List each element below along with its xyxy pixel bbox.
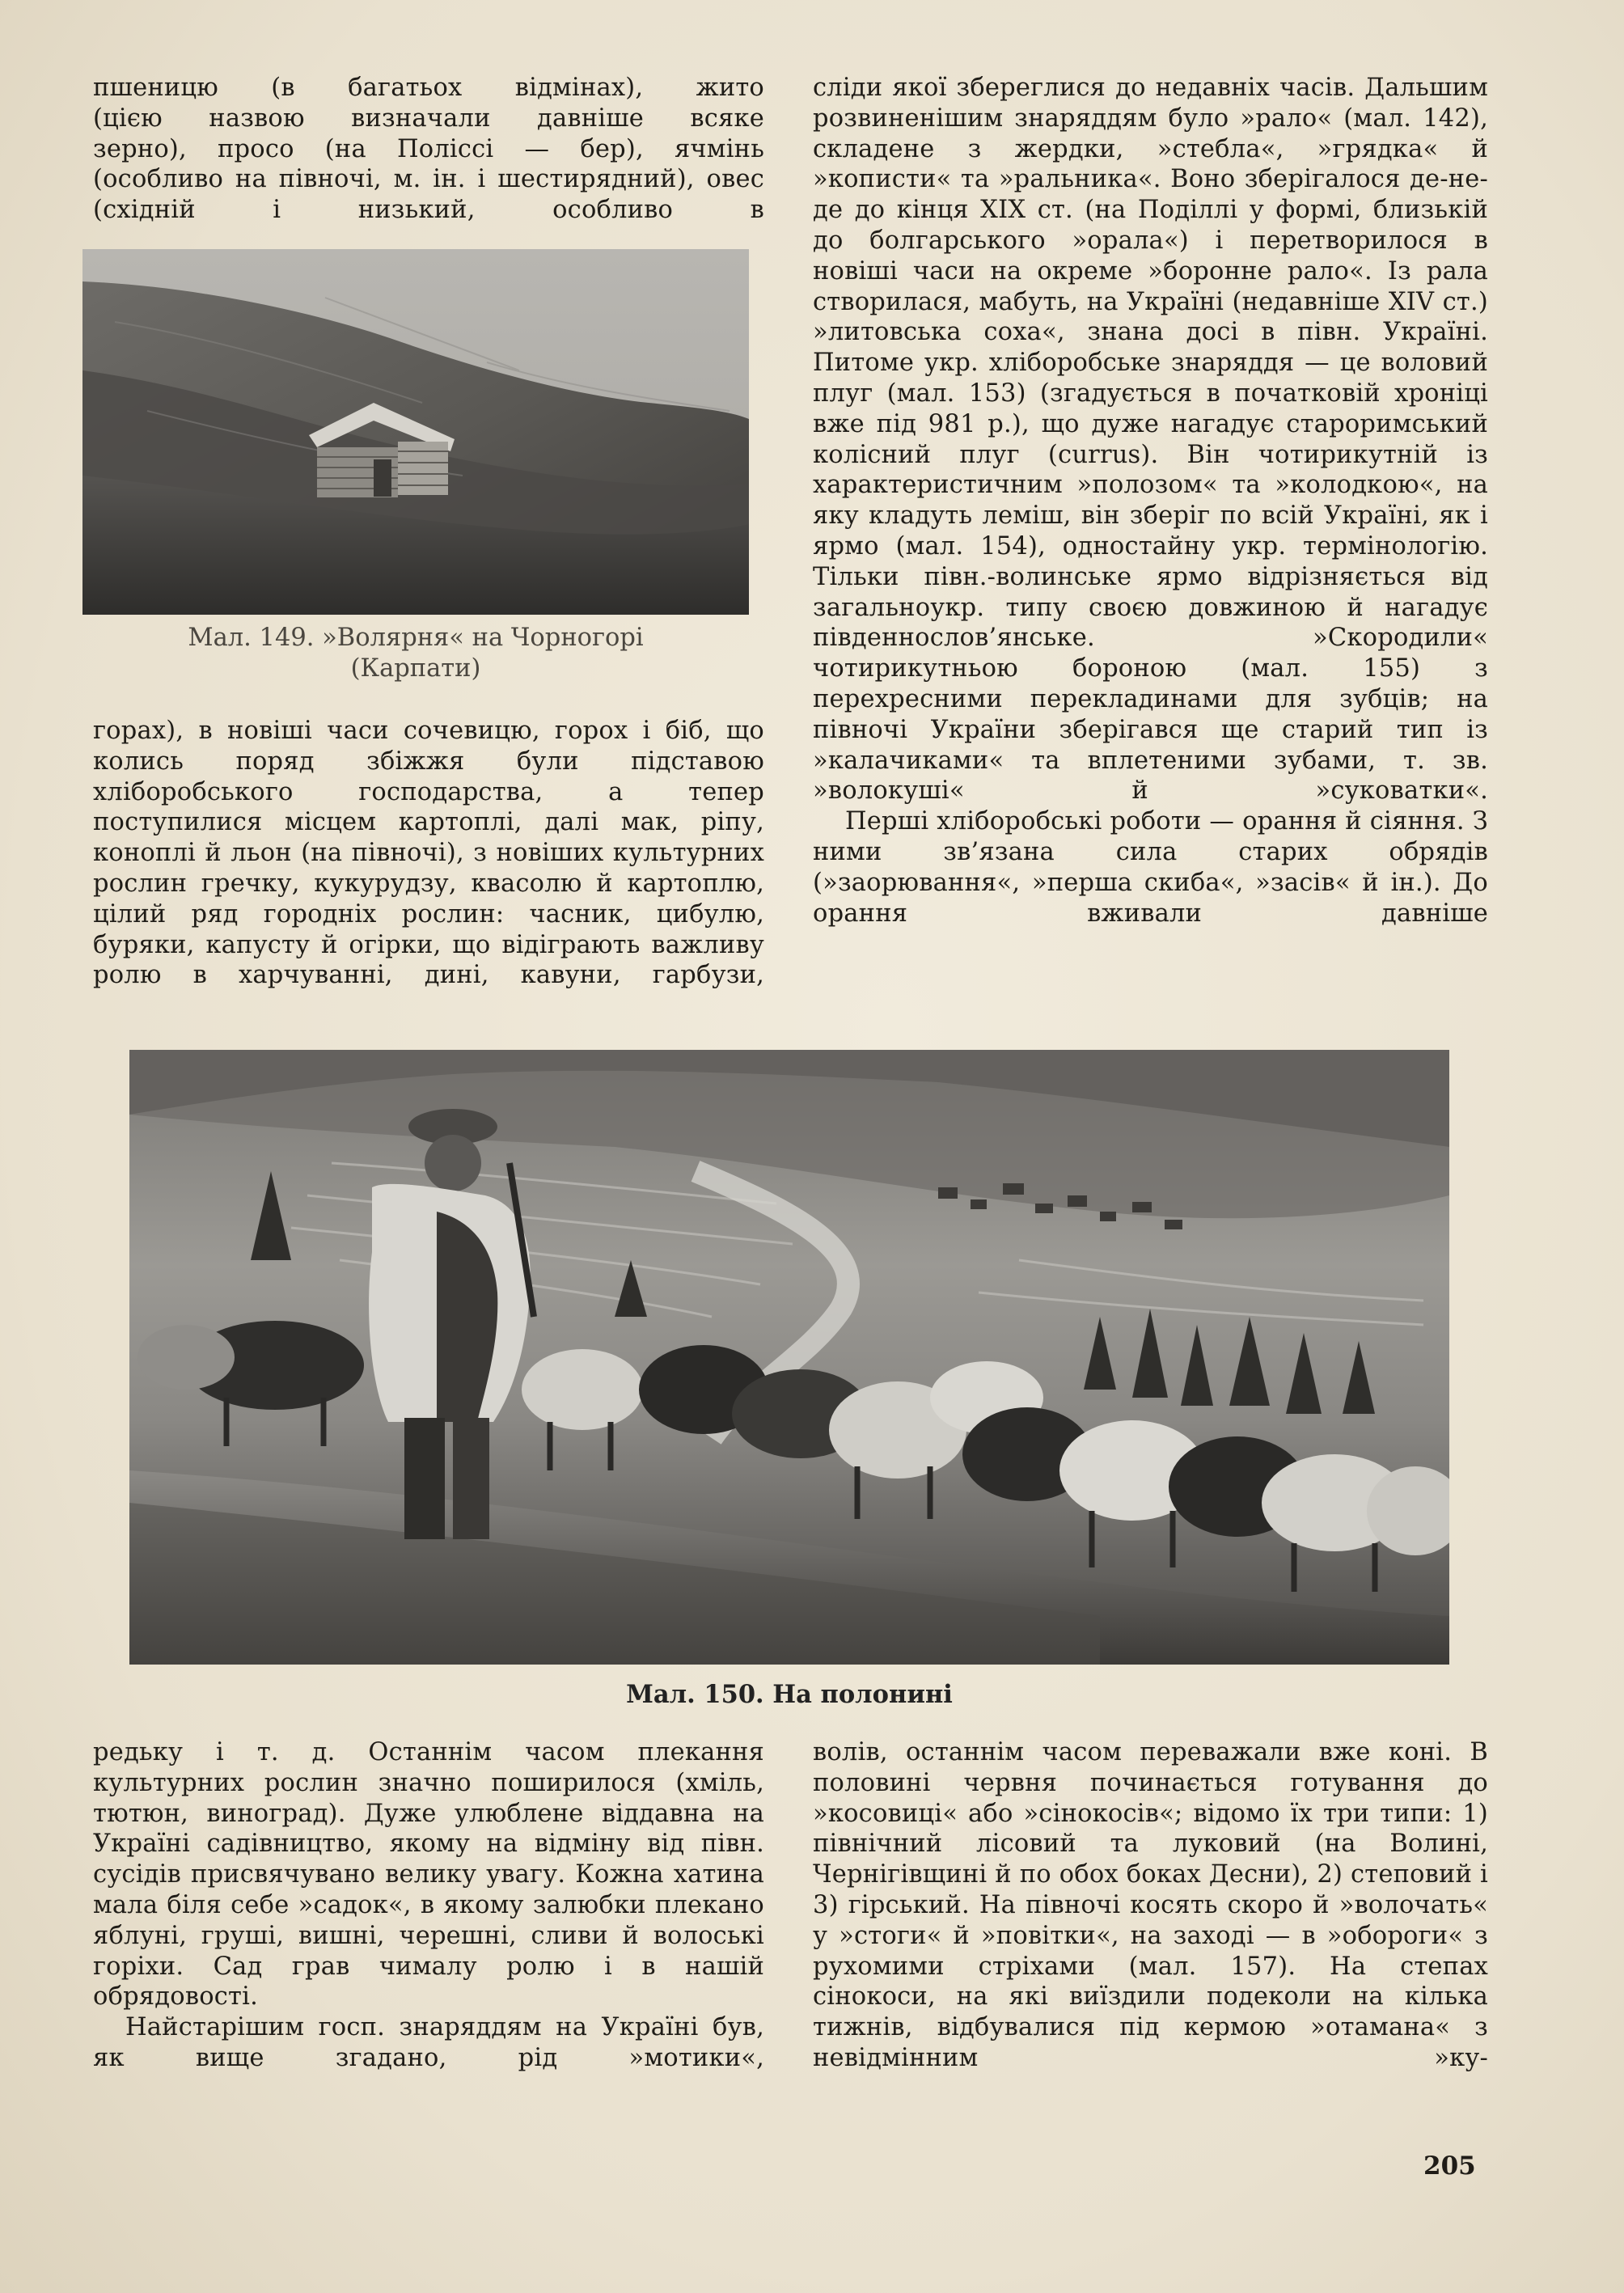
text-line: (цією назвою визначали давніше всяке — [93, 104, 764, 133]
figure-149-caption — [82, 623, 749, 684]
top-right-text — [813, 73, 1488, 929]
figure-150-photo — [129, 1050, 1449, 1665]
text-paragraph: волів, останнім часом переважали вже коні. В половині червня починається готування до »косовиці« або »сінокосів«; відомо їх три типи: 1) північний лісовий та луковий (на Волині, Чернігівщині й по обох боках Десни), 2) степовий і 3) гірський. На півночі косять скоро й »волочать« у »стоги« й »повітки«, на заході — в »обороги« з рухомими стріхами (мал. 157). На степах сінокоси, на які виїздили подеколи на кілька тижнів, відбувалися під кермою »отамана« з невідмінним »ку- — [813, 1738, 1488, 2072]
figure-149-photo — [82, 249, 749, 615]
text-paragraph: редьку і т. д. Останнім часом плекання культурних рослин значно поширилося (хміль, тютюн, виноград). Дуже улюблене віддавна на Україні садівництво, якому на відміну від півн. сусідів присвячувано велику увагу. Кожна хатина мала біля себе »садок«, в якому залюбки плекано яблуні, груші, вишні, черешні, сливи й волоські горіхи. Сад грав чималу ролю і в нашій обрядовості. — [93, 1738, 764, 2012]
text-line: зерно), просо (на Поліссі — бер), ячмінь — [93, 134, 764, 163]
caption-line: (Карпати) — [350, 654, 481, 683]
text-paragraph: сліди якої збереглися до недавніх часів. Дальшим розвиненішим знаряддям було »рало« (мал. 142), складене з жердки, »стебла«, »грядка« й »кописти« та »ральника«. Воно зберігалося де-не-де до кінця XIX ст. (на Поділлі у формі, близькій до болгарського »орала«) і перетворилося в новіші часи на окреме »боронне рало«. Із рала створилася, мабуть, на Україні (недавніше XIV ст.) »литовська соха«, знана досі в півн. Україні. Питоме укр. хліборобське знаряддя — це воловий плуг (мал. 153) (згадується в початковій хроніці вже під 981 р.), що дуже нагадує староримський колісний плуг (currus). Він чотирикутній із характеристичним »полозом« та »колодкою«, на яку кладуть леміш, він зберіг по всій Україні, як і ярмо (мал. 154), одностайну укр. термінологію. Тільки півн.-волинське ярмо відрізняється від загальноукр. типу своєю довжиною й нагадує південнослов’янське. »Скородили« чотирикутньою бороною (мал. 155) з перехресними перекладинами для зубців; на півночі України зберігався ще старий тип із »калачиками« та вплетеними зубами, т. зв. »волокуші« й »суковатки«. — [813, 74, 1488, 806]
bottom-right-text — [813, 1737, 1488, 2074]
bottom-left-text — [93, 1737, 764, 2074]
text-paragraph: горах), в новіші часи сочевицю, горох і біб, що колись поряд збіжжя були підставою хліборобського господарства, а тепер поступилися місцем картоплі, далі мак, ріпу, коноплі й льон (на півночі), з новіших культурних рослин гречку, кукурудзу, квасолю й картоплю, цілий ряд городніх рослин: часник, цибулю, буряки, капусту й огірки, що відіграють важливу ролю в харчуванні, дині, кавуни, гарбузи, — [93, 717, 764, 990]
page-number: 205 — [1423, 2151, 1476, 2181]
caption-line: Мал. 149. »Волярня« на Чорногорі — [188, 624, 644, 652]
text-line: пшеницю (в багатьох відмінах), жито — [93, 74, 764, 102]
text-paragraph: (особливо на півночі, м. ін. і шестирядний), овес (східній і низький, особливо в — [93, 165, 764, 225]
text-paragraph: Найстарішим госп. знаряддям на Україні був, як вище згадано, рід »мотики«, — [93, 2013, 764, 2072]
top-left-text — [93, 73, 764, 226]
figure-150-caption: Мал. 150. На полонині — [626, 1680, 953, 1709]
top-left-text-continued — [93, 716, 764, 991]
text-paragraph: Перші хліборобські роботи — орання й сіяння. З ними зв’язана сила старих обрядів (»заорювання«, »перша скиба«, »засів« й ін.). До орання вживали давніше — [813, 807, 1488, 928]
